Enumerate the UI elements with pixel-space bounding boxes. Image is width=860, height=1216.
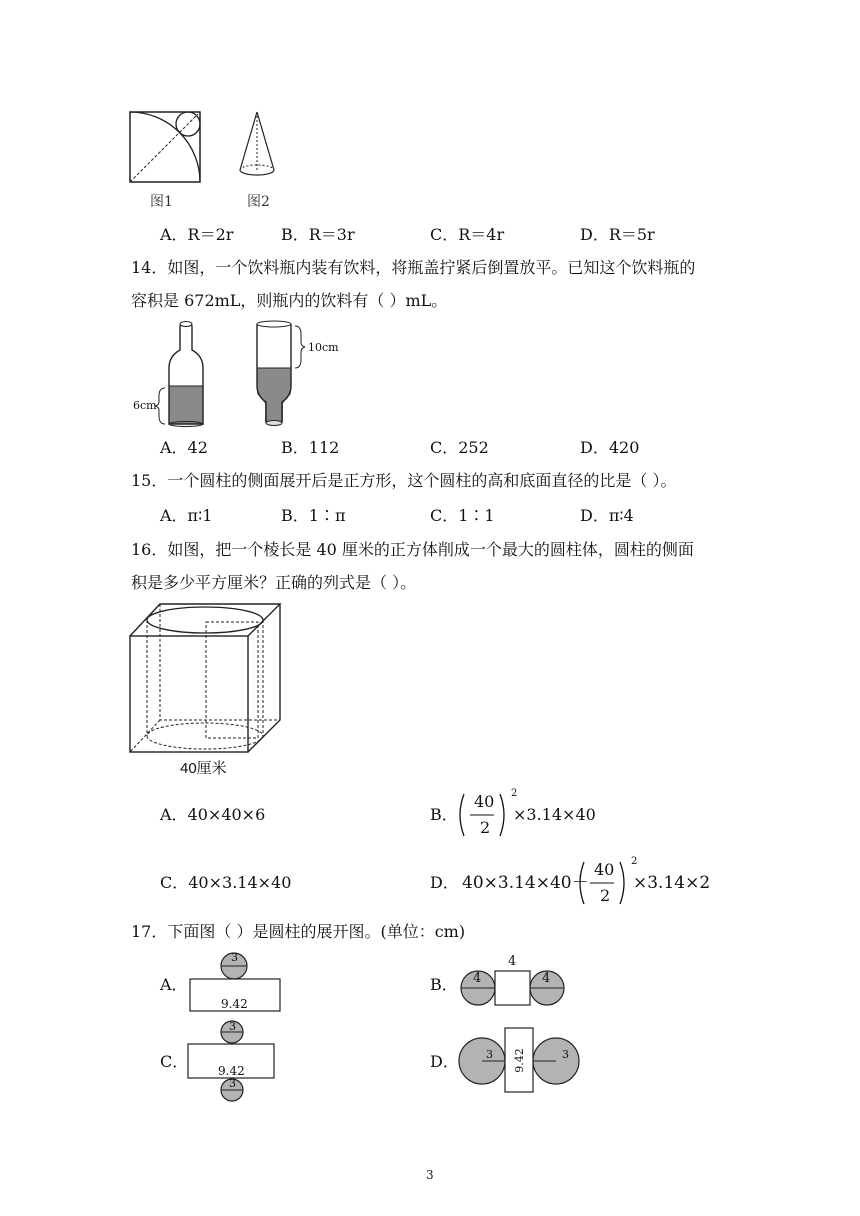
q17-d-right-label: 3: [562, 1048, 569, 1061]
q17-a-rect-label: 9.42: [221, 997, 248, 1011]
q14-line-1: 14．如图，一个饮料瓶内装有饮料，将瓶盖拧紧后倒置放平。已知这个饮料瓶的: [131, 258, 696, 277]
q16-cube-label: 40厘米: [180, 760, 227, 777]
fig2-caption: 图2: [247, 194, 270, 210]
q16-option-d: [430, 858, 730, 908]
q17-b-right-label: 4: [542, 971, 551, 986]
q14-option-d: D．420: [580, 438, 640, 457]
q16-option-d-prefix: D．: [430, 873, 459, 892]
q16-option-b-denominator: 2: [480, 818, 491, 837]
q15-option-c: C．1∶1: [430, 506, 495, 525]
q17-c-rect-label: 9.42: [218, 1064, 245, 1078]
cube-cylinder-diagram: [126, 602, 286, 758]
q14-option-c: C．252: [430, 438, 489, 457]
q13-figure-1: [126, 108, 206, 188]
q14-option-a: A．42: [160, 438, 208, 457]
q17-option-d-label: D．: [430, 1052, 459, 1071]
q16-option-d-numerator: 40: [594, 860, 615, 879]
q16-option-a: A．40×40×6: [160, 805, 266, 824]
q13-option-c: C．R＝4r: [430, 225, 505, 244]
q13-option-b: B．R＝3r: [281, 225, 355, 244]
q17-option-b-net: [458, 954, 568, 1010]
q17-c-bottom-label: 3: [229, 1077, 236, 1090]
q17-option-a-net: [186, 951, 286, 1017]
q15-option-d: D．π∶4: [580, 506, 634, 525]
q17-c-top-label: 3: [229, 1020, 236, 1033]
q16-option-b-exponent: 2: [511, 788, 518, 799]
q16-option-d-denominator: 2: [600, 886, 611, 905]
q13-option-a: A．R＝2r: [160, 225, 234, 244]
q17-b-top-label: 4: [508, 954, 517, 969]
q16-cube-figure: [126, 602, 286, 758]
q16-option-d-lead: 40×3.14×40＋: [462, 873, 589, 893]
q17-d-rect-label: 9.42: [512, 1048, 526, 1073]
q16-line-1: 16．如图，把一个棱长是 40 厘米的正方体削成一个最大的圆柱体，圆柱的侧面: [131, 540, 694, 559]
fig1-caption: 图1: [150, 194, 173, 210]
q16-option-c: C．40×3.14×40: [160, 873, 292, 892]
q15-option-b: B．1∶π: [281, 506, 346, 525]
q17-option-d-net: [456, 1024, 582, 1096]
q13-figure-2: [234, 108, 284, 188]
q14-label-10cm: 10cm: [308, 341, 339, 354]
q14-option-b: B．112: [281, 438, 340, 457]
q16-option-d-exponent: 2: [631, 856, 638, 867]
q17-line-1: 17．下面图（ ）是圆柱的展开图。(单位：cm): [131, 922, 466, 941]
q17-a-circle-label: 3: [231, 951, 238, 964]
q17-option-c-label: C．: [160, 1052, 189, 1071]
q16-option-b-rest: ×3.14×40: [513, 805, 596, 824]
q17-option-b-label: B．: [430, 975, 458, 994]
q17-b-left-label: 4: [473, 971, 482, 986]
q14-bottles-figure: [125, 316, 355, 432]
q17-d-left-label: 3: [486, 1048, 493, 1061]
q17-option-a-label: A．: [160, 975, 188, 994]
q16-option-d-rest: ×3.14×2: [633, 873, 711, 893]
q16-line-2: 积是多少平方厘米？正确的列式是（ ）。: [131, 573, 417, 592]
q15-option-a: A．π∶1: [160, 506, 213, 525]
page-number: 3: [426, 1168, 434, 1182]
q16-option-b-prefix: B．: [430, 805, 458, 824]
q14-line-2: 容积是 672mL，则瓶内的饮料有（ ）mL。: [131, 291, 448, 310]
q15-line-1: 15．一个圆柱的侧面展开后是正方形，这个圆柱的高和底面直径的比是（ ）。: [131, 471, 677, 490]
cone-diagram: [234, 108, 284, 188]
bottle-diagram: [125, 316, 355, 432]
q17-option-c-net: [184, 1020, 284, 1104]
square-quarter-circle-diagram: [126, 108, 206, 188]
q13-option-d: D．R＝5r: [580, 225, 655, 244]
q16-option-b-numerator: 40: [474, 792, 495, 811]
q14-label-6cm: 6cm: [133, 399, 157, 412]
